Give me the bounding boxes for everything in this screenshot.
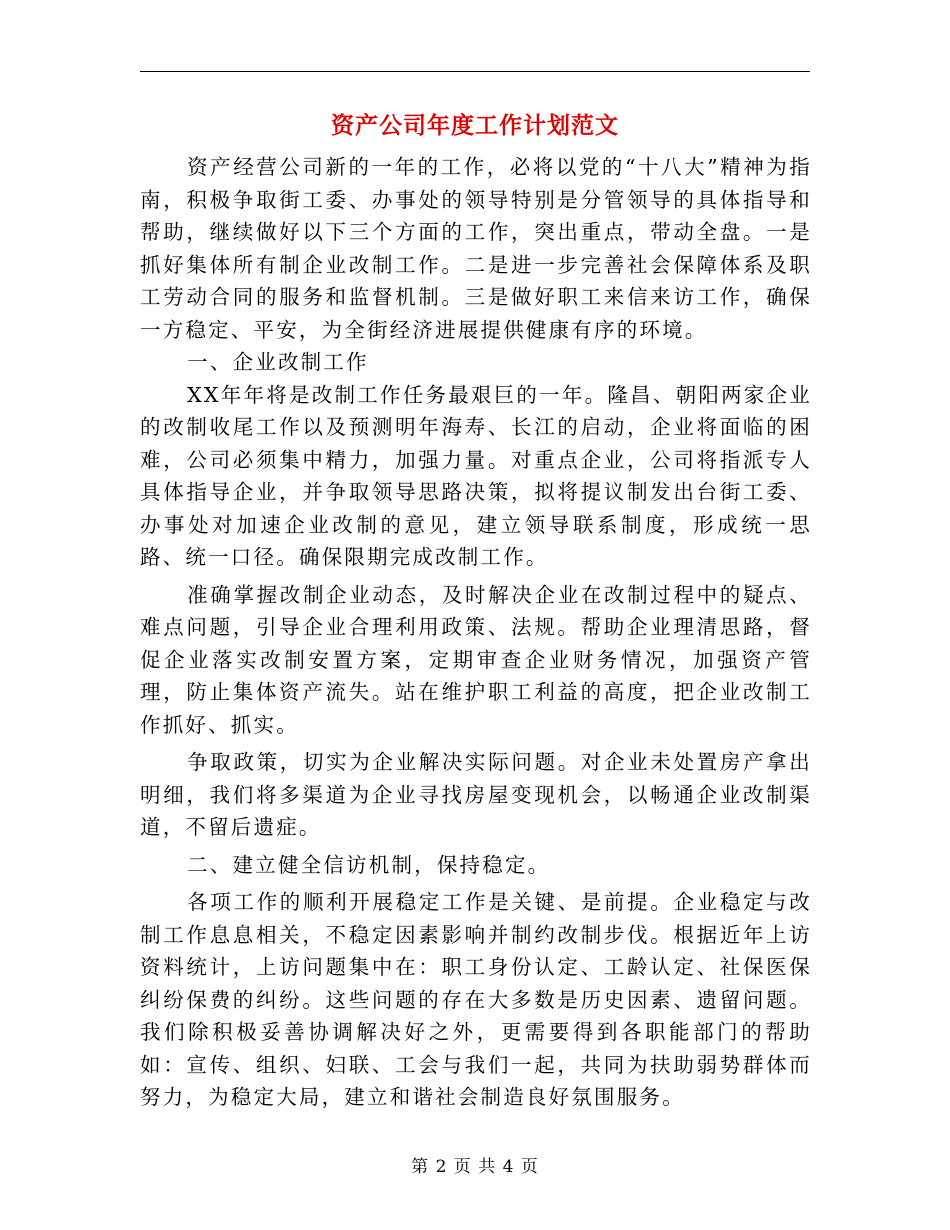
- document-body: [140, 151, 812, 1114]
- section-heading-2: 二、建立健全信访机制，保持稳定。: [187, 852, 551, 877]
- header-rule: [140, 71, 810, 72]
- page-number: 第 2 页 共 4 页: [411, 1157, 539, 1177]
- section-heading-1: 一、企业改制工作: [187, 350, 369, 374]
- document-title: 资产公司年度工作计划范文: [331, 112, 619, 139]
- paragraph-reform-plan: XX年年将是改制工作任务最艰巨的一年。隆昌、朝阳两家企业的改制收尾工作以及预测明年海寿、长江的启动，企业将面临的困难，公司必须集中精力，加强力量。对重点企业，公司将指派专人具体指导企业，并争取领导思路决策，拟将提议制发出台街工委、办事处对加速企业改制的意见，建立领导联系制度，形成统一思路、统一口径。确保限期完成改制工作。: [140, 382, 812, 569]
- paragraph-policy: 争取政策，切实为企业解决实际问题。对企业未处置房产拿出明细，我们将多渠道为企业寻找房屋变现机会，以畅通企业改制渠道，不留后遗症。: [140, 750, 812, 839]
- paragraph-petition: 各项工作的顺利开展稳定工作是关键、是前提。企业稳定与改制工作息息相关，不稳定因素影响并制约改制步伐。根据近年上访资料统计，上访问题集中在：职工身份认定、工龄认定、社保医保纠纷保费的纠纷。这些问题的存在大多数是历史因素、遗留问题。我们除积极妥善协调解决好之外，更需要得到各职能部门的帮助如：宣传、组织、妇联、工会与我们一起，共同为扶助弱势群体而努力，为稳定大局，建立和谐社会制造良好氛围服务。: [140, 890, 812, 1109]
- paragraph-intro: 资产经营公司新的一年的工作，必将以党的“十八大”精神为指南，积极争取街工委、办事处的领导特别是分管领导的具体指导和帮助，继续做好以下三个方面的工作，突出重点，带动全盘。一是抓好集体所有制企业改制工作。二是进一步完善社会保障体系及职工劳动合同的服务和监督机制。三是做好职工来信来访工作，确保一方稳定、平安，为全街经济进展提供健康有序的环境。: [140, 155, 812, 342]
- paragraph-reform-dynamics: 准确掌握改制企业动态，及时解决企业在改制过程中的疑点、难点问题，引导企业合理利用政策、法规。帮助企业理清思路，督促企业落实改制安置方案，定期审查企业财务情况，加强资产管理，防止集体资产流失。站在维护职工利益的高度，把企业改制工作抓好、抓实。: [140, 582, 812, 737]
